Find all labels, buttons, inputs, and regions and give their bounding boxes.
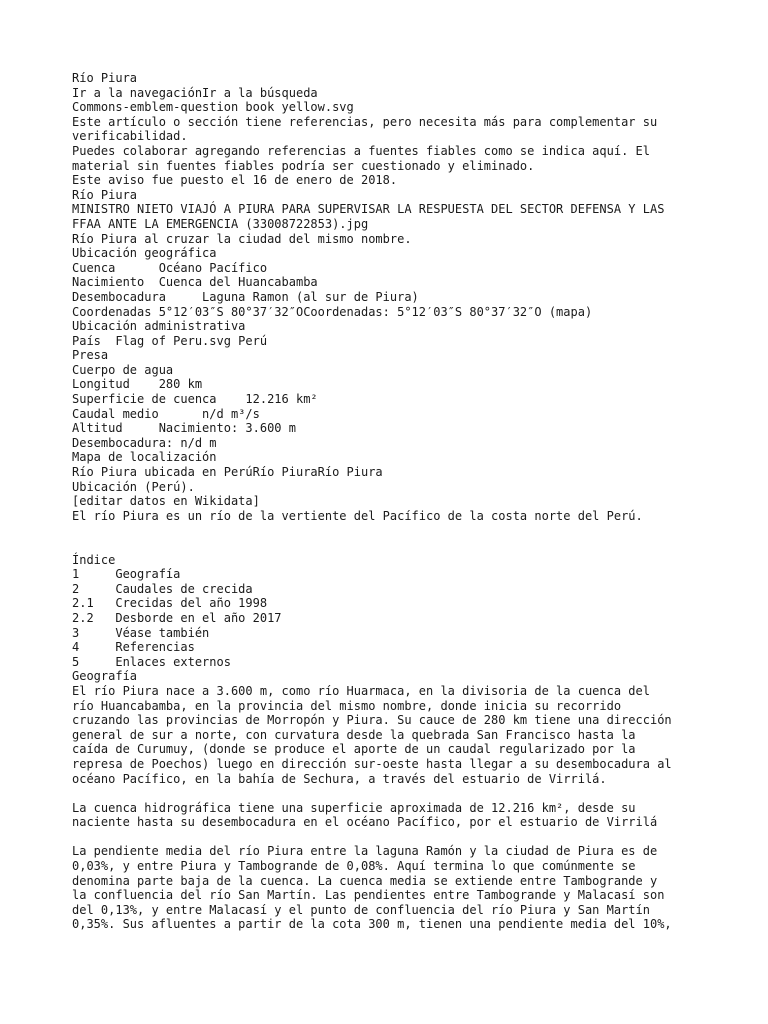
- document-body: [72, 71, 732, 932]
- paragraph-line: El río Piura nace a 3.600 m, como río Huarmaca, en la divisoria de la cuenca del: [72, 683, 650, 698]
- infobox-row-pais: País Flag of Peru.svg Perú: [72, 333, 268, 348]
- map-caption: Ubicación (Perú).: [72, 479, 195, 494]
- infobox-image-caption: Río Piura al cruzar la ciudad del mismo nombre.: [72, 231, 412, 246]
- notice-text: Puedes colaborar agregando referencias a fuentes fiables como se indica aquí. El: [72, 143, 650, 158]
- notice-text: Este artículo o sección tiene referencias, pero necesita más para complementar su: [72, 114, 658, 129]
- toc-item[interactable]: 2.2 Desborde en el año 2017: [72, 610, 282, 625]
- map-caption: Río Piura ubicada en PerúRío PiuraRío Piura: [72, 465, 383, 480]
- toc-item[interactable]: 1 Geografía: [72, 567, 181, 582]
- paragraph-line: 0,03%, y entre Piura y Tambogrande de 0,08%. Aquí termina lo que comúnmente se: [72, 859, 636, 874]
- infobox-section-header: Cuerpo de agua: [72, 362, 174, 377]
- toc-item[interactable]: 4 Referencias: [72, 640, 195, 655]
- paragraph-line: denomina parte baja de la cuenca. La cuenca media se extiende entre Tambogrande y: [72, 873, 658, 888]
- paragraph-line: océano Pacífico, en la bahía de Sechura, a través del estuario de Virrilá.: [72, 771, 607, 786]
- paragraph-line: cruzando las provincias de Morropón y Piura. Su cauce de 280 km tiene una dirección: [72, 713, 672, 728]
- infobox-row-desembocadura: Desembocadura Laguna Ramon (al sur de Piura): [72, 289, 419, 304]
- paragraph-line: La pendiente media del río Piura entre la laguna Ramón y la ciudad de Piura es de: [72, 844, 658, 859]
- paragraph-line: río Huancabamba, en la provincia del mismo nombre, donde inicia su recorrido: [72, 698, 622, 713]
- infobox-section-header: Ubicación administrativa: [72, 319, 246, 334]
- infobox-row-desembocadura-altitud: Desembocadura: n/d m: [72, 435, 217, 450]
- navigation-links[interactable]: Ir a la navegaciónIr a la búsqueda: [72, 85, 318, 100]
- paragraph-line: caída de Curumuy, (donde se produce el aporte de un caudal regularizado por la: [72, 742, 636, 757]
- infobox-section-header: Ubicación geográfica: [72, 246, 217, 261]
- edit-wikidata-link[interactable]: [editar datos en Wikidata]: [72, 494, 260, 509]
- paragraph-line: la confluencia del río San Martín. Las pendientes entre Tambogrande y Malacasí son: [72, 888, 665, 903]
- infobox-row-cuenca: Cuenca Océano Pacífico: [72, 260, 268, 275]
- toc-item[interactable]: 3 Véase también: [72, 625, 210, 640]
- toc-item[interactable]: 2 Caudales de crecida: [72, 581, 253, 596]
- section-heading-geografia: Geografía: [72, 669, 138, 684]
- notice-text: material sin fuentes fiables podría ser cuestionado y eliminado.: [72, 158, 535, 173]
- infobox-title: Río Piura: [72, 187, 138, 202]
- paragraph-line: del 0,13%, y entre Malacasí y el punto de confluencia del río Piura y San Martín: [72, 902, 650, 917]
- notice-date: Este aviso fue puesto el 16 de enero de 2018.: [72, 173, 398, 188]
- infobox-row-coordenadas[interactable]: Coordenadas 5°12′03″S 80°37′32″OCoordenadas: 5°12′03″S 80°37′32″O (mapa): [72, 304, 593, 319]
- toc-item[interactable]: 2.1 Crecidas del año 1998: [72, 596, 268, 611]
- intro-paragraph: El río Piura es un río de la vertiente del Pacífico de la costa norte del Perú.: [72, 508, 643, 523]
- paragraph-line: general de sur a norte, con curvatura desde la quebrada San Francisco hasta la: [72, 727, 636, 742]
- infobox-image-filename: MINISTRO NIETO VIAJÓ A PIURA PARA SUPERVISAR LA RESPUESTA DEL SECTOR DEFENSA Y LAS: [72, 202, 665, 217]
- infobox-image-filename: FFAA ANTE LA EMERGENCIA (33008722853).jpg: [72, 216, 369, 231]
- infobox-row-altitud: Altitud Nacimiento: 3.600 m: [72, 421, 296, 436]
- paragraph-line: represa de Poechos) luego en dirección sur-oeste hasta llegar a su desembocadura al: [72, 756, 672, 771]
- infobox-row-nacimiento: Nacimiento Cuenca del Huancabamba: [72, 275, 318, 290]
- notice-image-filename: Commons-emblem-question book yellow.svg: [72, 100, 354, 115]
- paragraph-line: 0,35%. Sus afluentes a partir de la cota 300 m, tienen una pendiente media del 10%,: [72, 917, 672, 932]
- notice-text: verificabilidad.: [72, 129, 188, 144]
- toc-item[interactable]: 5 Enlaces externos: [72, 654, 231, 669]
- toc-title: Índice: [72, 552, 116, 567]
- paragraph-line: La cuenca hidrográfica tiene una superficie aproximada de 12.216 km², desde su: [72, 800, 636, 815]
- infobox-row-presa: Presa: [72, 348, 109, 363]
- infobox-row-caudal: Caudal medio n/d m³/s: [72, 406, 260, 421]
- infobox-row-superficie: Superficie de cuenca 12.216 km²: [72, 392, 318, 407]
- infobox-section-header: Mapa de localización: [72, 450, 217, 465]
- article-title: Río Piura: [72, 71, 138, 85]
- infobox-row-longitud: Longitud 280 km: [72, 377, 203, 392]
- paragraph-line: naciente hasta su desembocadura en el océano Pacífico, por el estuario de Virrilá: [72, 815, 658, 830]
